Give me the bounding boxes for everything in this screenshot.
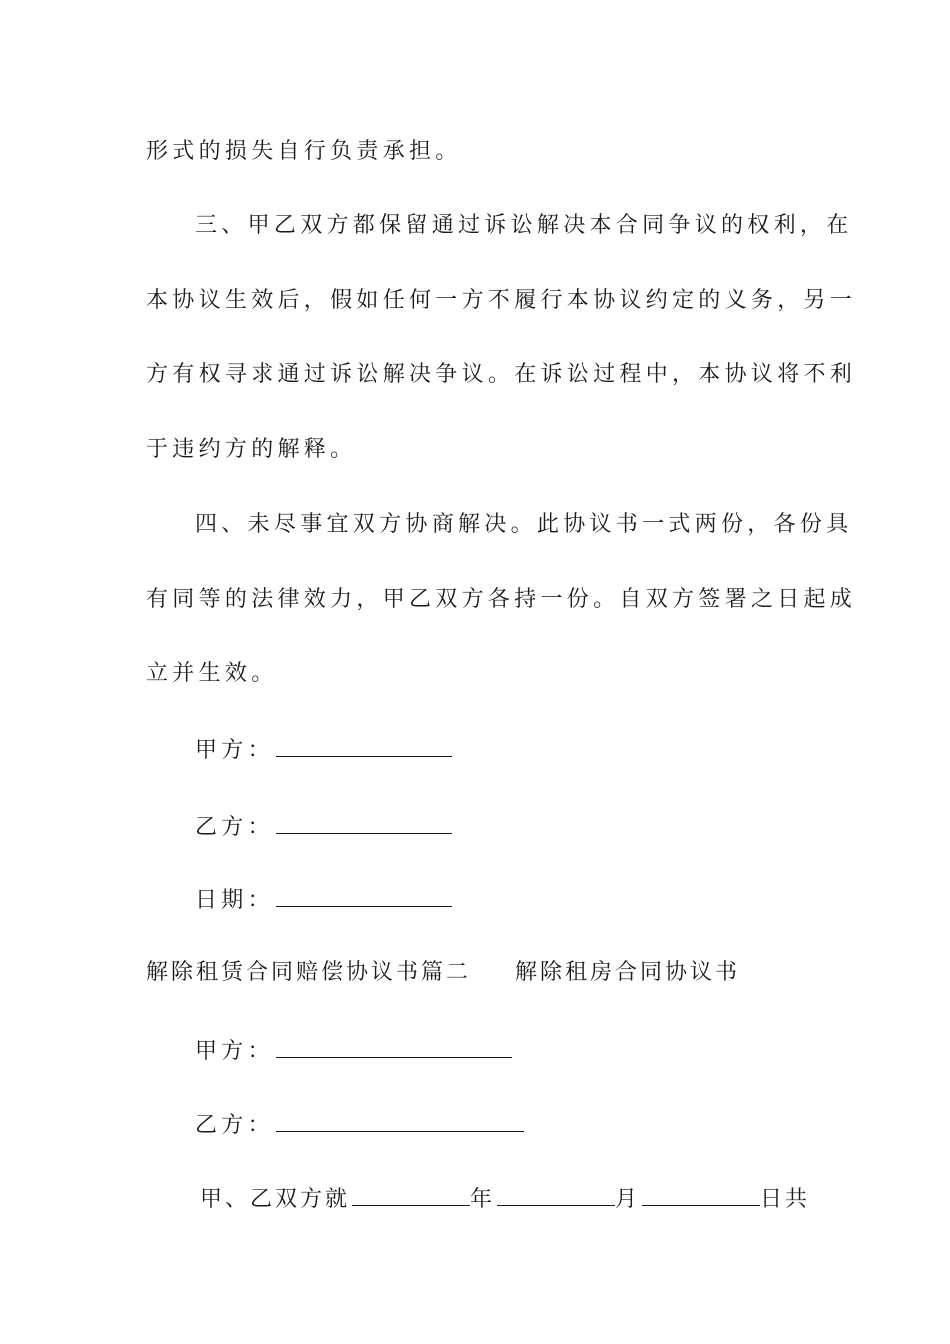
section2-party-b: [195, 1109, 524, 1141]
blank-underline: [276, 884, 452, 907]
signature-label: 日期：: [195, 888, 274, 913]
blank-underline: [642, 1183, 760, 1206]
blank-underline: [276, 1035, 512, 1058]
blank-underline: [276, 811, 452, 834]
section-title-left: 解除租赁合同赔偿协议书篇二: [146, 960, 472, 985]
blank-underline: [352, 1183, 470, 1206]
blank-underline: [276, 734, 452, 757]
signature-label: 乙方：: [195, 815, 274, 840]
section2-intro-line: [200, 1183, 810, 1215]
day-label: 日共: [760, 1187, 811, 1212]
intro-text: 甲、乙双方就: [200, 1187, 351, 1212]
year-label: 年: [470, 1187, 496, 1212]
paragraph-line: 方有权寻求通过诉讼解决争议。在诉讼过程中，本协议将不利: [146, 362, 857, 387]
paragraph-line: 形式的损失自行负责承担。: [146, 139, 462, 164]
party-label: 甲方：: [195, 1039, 274, 1064]
paragraph-line: 本协议生效后，假如任何一方不履行本协议约定的义务，另一: [146, 288, 857, 313]
paragraph-line: 立并生效。: [146, 661, 278, 686]
section-title: [146, 958, 740, 988]
party-label: 乙方：: [195, 1113, 274, 1138]
signature-line-date: [195, 884, 452, 916]
paragraph-line: 三、甲乙双方都保留通过诉讼解决本合同争议的权利，在: [195, 213, 853, 238]
signature-line-party-a: [195, 734, 452, 766]
paragraph-line: 于违约方的解释。: [146, 437, 357, 462]
month-label: 月: [615, 1187, 641, 1212]
blank-underline: [276, 1109, 524, 1132]
signature-label: 甲方：: [195, 738, 274, 763]
section-title-right: 解除租房合同协议书: [515, 960, 741, 985]
paragraph-line: 有同等的法律效力，甲乙双方各持一份。自双方签署之日起成: [146, 587, 857, 612]
section2-party-a: [195, 1035, 512, 1067]
paragraph-line: 四、未尽事宜双方协商解决。此协议书一式两份，各份具: [195, 512, 853, 537]
signature-line-party-b: [195, 811, 452, 843]
blank-underline: [497, 1183, 615, 1206]
